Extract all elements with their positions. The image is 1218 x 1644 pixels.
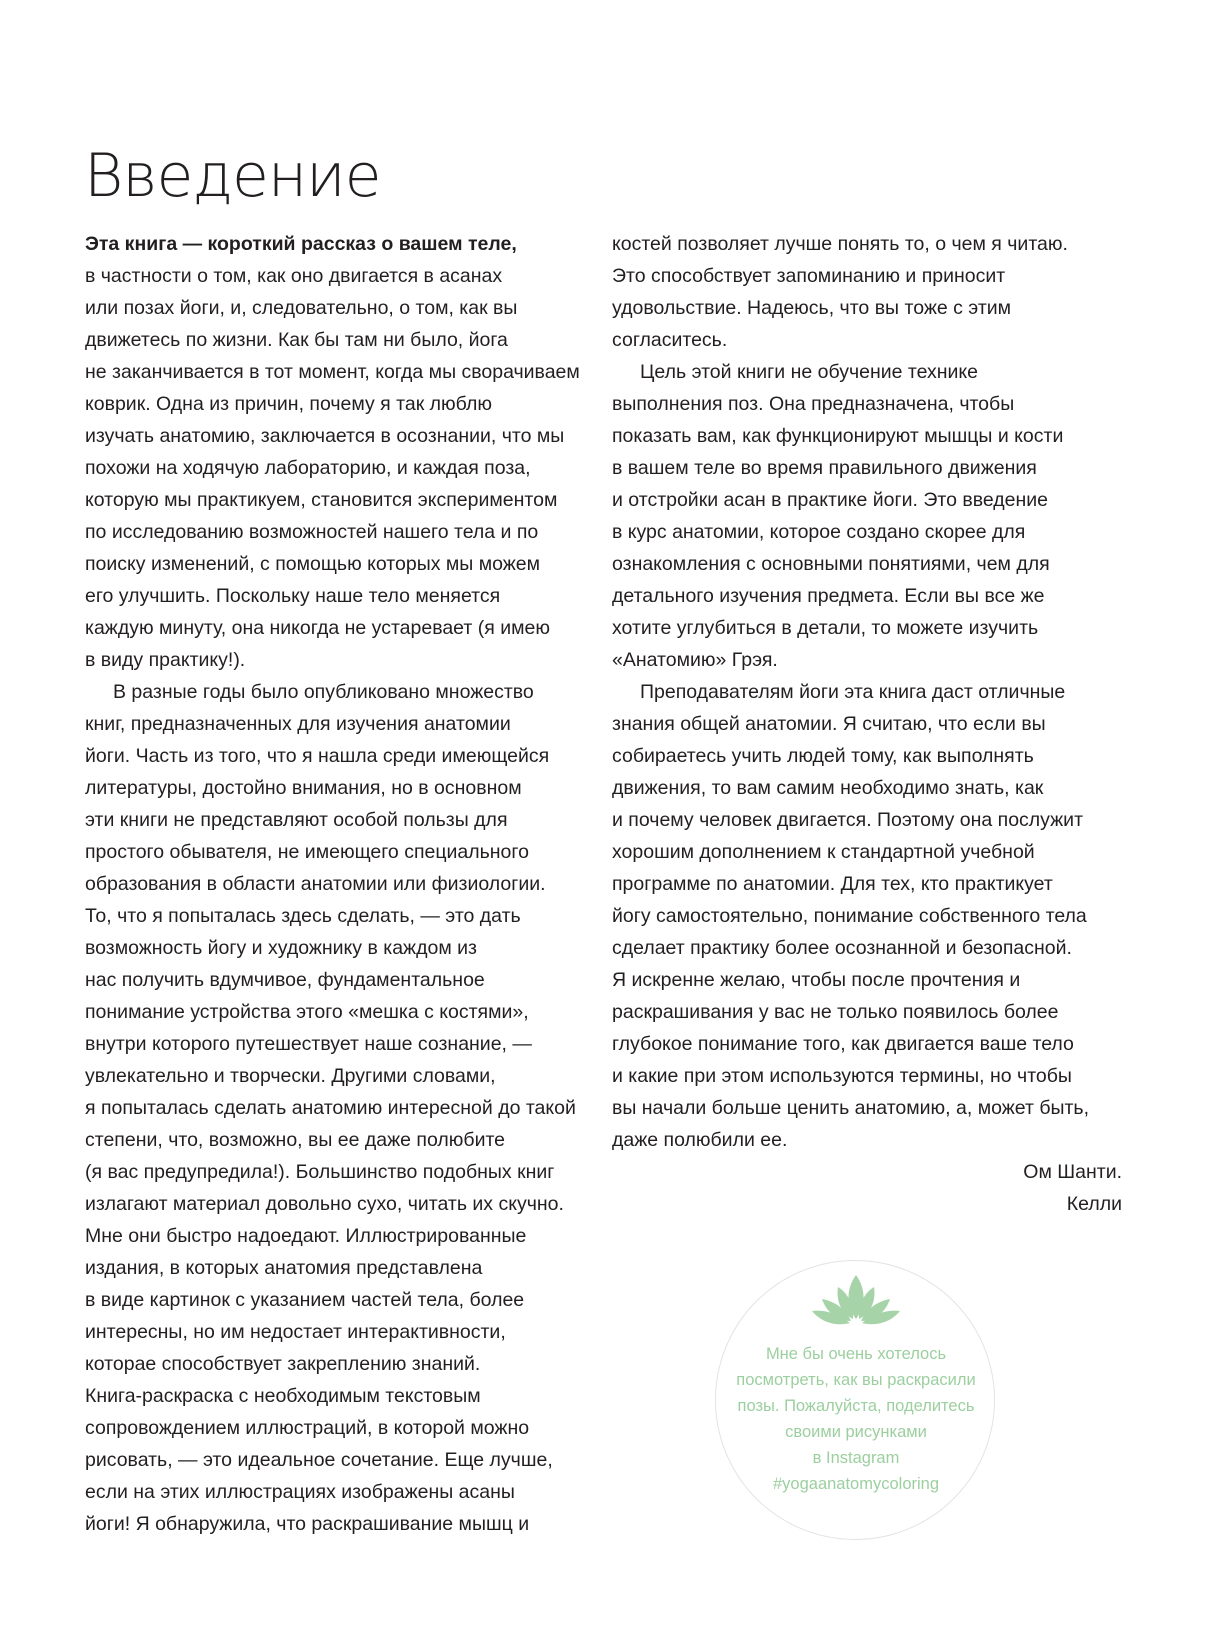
- text-line: «Анатомию» Грэя.: [612, 649, 778, 671]
- text-line: я попыталась сделать анатомию интересной до такой: [85, 1097, 576, 1119]
- badge-text-line: Мне бы очень хотелось: [765, 1345, 947, 1363]
- text-line: интересны, но им недостает интерактивности,: [85, 1321, 506, 1343]
- text-line: движения, то вам самим необходимо знать, как: [612, 777, 1044, 799]
- text-line: в частности о том, как оно двигается в асанах: [85, 265, 503, 287]
- text-line: и какие при этом используются термины, но чтобы: [612, 1065, 1072, 1087]
- text-line: знания общей анатомии. Я считаю, что если вы: [612, 713, 1046, 735]
- text-line: и почему человек двигается. Поэтому она послужит: [612, 809, 1084, 831]
- text-line: похожи на ходячую лабораторию, и каждая поза,: [85, 457, 531, 479]
- text-line: сопровождением иллюстраций, в которой можно: [85, 1417, 530, 1439]
- badge-text-line: своими рисунками: [785, 1423, 927, 1441]
- text-line: глубокое понимание того, как двигается ваше тело: [612, 1033, 1074, 1055]
- text-line: Келли: [1066, 1193, 1122, 1215]
- text-line: литературы, достойно внимания, но в основном: [85, 777, 522, 799]
- text-line: по исследованию возможностей нашего тела и по: [85, 521, 539, 543]
- text-line: ознакомления с основными понятиями, чем для: [612, 553, 1050, 575]
- text-line: которую мы практикуем, становится экспериментом: [85, 489, 558, 511]
- left-text-column: [85, 228, 605, 1540]
- lotus-icon: [806, 1271, 906, 1333]
- text-line: сделает практику более осознанной и безопасной.: [612, 937, 1072, 959]
- text-line: в курс анатомии, которое создано скорее для: [612, 521, 1026, 543]
- badge-text-line: #yogaanatomycoloring: [772, 1475, 940, 1493]
- text-line: йоги. Часть из того, что я нашла среди имеющейся: [85, 745, 550, 767]
- text-line: изучать анатомию, заключается в осознании, что мы: [85, 425, 565, 447]
- text-line: Эта книга — короткий рассказ о вашем теле,: [85, 233, 517, 255]
- page-title: Введение: [84, 141, 381, 211]
- text-line: показать вам, как функционируют мышцы и кости: [612, 425, 1064, 447]
- text-line: хорошим дополнением к стандартной учебной: [612, 841, 1035, 863]
- text-line: если на этих иллюстрациях изображены асаны: [85, 1481, 515, 1503]
- text-line: раскрашивания у вас не только появилось более: [612, 1001, 1059, 1023]
- text-line: и отстройки асан в практике йоги. Это введение: [612, 489, 1048, 511]
- text-line: книг, предназначенных для изучения анатомии: [85, 713, 511, 735]
- text-line: движетесь по жизни. Как бы там ни было, йога: [85, 329, 508, 351]
- text-line: в виду практику!).: [85, 649, 246, 671]
- text-line: в вашем теле во время правильного движения: [612, 457, 1037, 479]
- text-line: внутри которого путешествует наше сознание, —: [85, 1033, 532, 1055]
- text-line: Цель этой книги не обучение технике: [640, 361, 979, 383]
- text-line: коврик. Одна из причин, почему я так люблю: [85, 393, 492, 415]
- badge-text-line: позы. Пожалуйста, поделитесь: [737, 1397, 975, 1415]
- text-line: возможность йогу и художнику в каждом из: [85, 937, 477, 959]
- text-line: хотите углубиться в детали, то можете изучить: [612, 617, 1039, 639]
- instagram-callout-badge: [715, 1260, 995, 1540]
- text-line: не заканчивается в тот момент, когда мы сворачиваем: [85, 361, 580, 383]
- text-line: согласитесь.: [612, 329, 728, 351]
- text-line: увлекательно и творчески. Другими словами,: [85, 1065, 496, 1087]
- text-line: излагают материал довольно сухо, читать их скучно.: [85, 1193, 564, 1215]
- text-line: образования в области анатомии или физиологии.: [85, 873, 546, 895]
- badge-text-line: посмотреть, как вы раскрасили: [736, 1371, 976, 1389]
- text-line: или позах йоги, и, следовательно, о том, как вы: [85, 297, 518, 319]
- text-line: в виде картинок с указанием частей тела, более: [85, 1289, 525, 1311]
- text-line: степени, что, возможно, вы ее даже полюбите: [85, 1129, 506, 1151]
- text-line: В разные годы было опубликовано множество: [113, 681, 534, 703]
- text-line: издания, в которых анатомия представлена: [85, 1257, 483, 1279]
- badge-text-line: в Instagram: [812, 1449, 900, 1467]
- right-text-column: [612, 228, 1122, 1220]
- text-line: Ом Шанти.: [1023, 1161, 1122, 1183]
- text-line: Это способствует запоминанию и приносит: [612, 265, 1006, 287]
- text-line: собираетесь учить людей тому, как выполнять: [612, 745, 1034, 767]
- text-line: выполнения поз. Она предназначена, чтобы: [612, 393, 1015, 415]
- text-line: Преподавателям йоги эта книга даст отличные: [640, 681, 1066, 703]
- text-line: эти книги не представляют особой пользы для: [85, 809, 508, 831]
- text-line: которае способствует закреплению знаний.: [85, 1353, 481, 1375]
- text-line: его улучшить. Поскольку наше тело меняется: [85, 585, 501, 607]
- text-line: Я искренне желаю, чтобы после прочтения и: [612, 969, 1021, 991]
- text-line: Книга-раскраска с необходимым текстовым: [85, 1385, 481, 1407]
- text-line: даже полюбили ее.: [612, 1129, 788, 1151]
- text-line: детального изучения предмета. Если вы все же: [612, 585, 1045, 607]
- text-line: простого обывателя, не имеющего специального: [85, 841, 529, 863]
- text-line: вы начали больше ценить анатомию, а, может быть,: [612, 1097, 1090, 1119]
- text-line: рисовать, — это идеальное сочетание. Еще лучше,: [85, 1449, 553, 1471]
- text-line: программе по анатомии. Для тех, кто практикует: [612, 873, 1053, 895]
- text-line: понимание устройства этого «мешка с костями»,: [85, 1001, 529, 1023]
- text-line: йогу самостоятельно, понимание собственного тела: [612, 905, 1087, 927]
- text-line: костей позволяет лучше понять то, о чем я читаю.: [612, 233, 1068, 255]
- text-line: поиску изменений, с помощью которых мы можем: [85, 553, 541, 575]
- text-line: нас получить вдумчивое, фундаментальное: [85, 969, 485, 991]
- text-line: удовольствие. Надеюсь, что вы тоже с этим: [612, 297, 1012, 319]
- text-line: йоги! Я обнаружила, что раскрашивание мышц и: [85, 1513, 530, 1535]
- text-line: Мне они быстро надоедают. Иллюстрированные: [85, 1225, 527, 1247]
- text-line: каждую минуту, она никогда не устаревает (я имею: [85, 617, 550, 639]
- instagram-callout-text: [726, 1341, 986, 1497]
- text-line: То, что я попыталась здесь сделать, — это дать: [85, 905, 521, 927]
- text-line: (я вас предупредила!). Большинство подобных книг: [85, 1161, 555, 1183]
